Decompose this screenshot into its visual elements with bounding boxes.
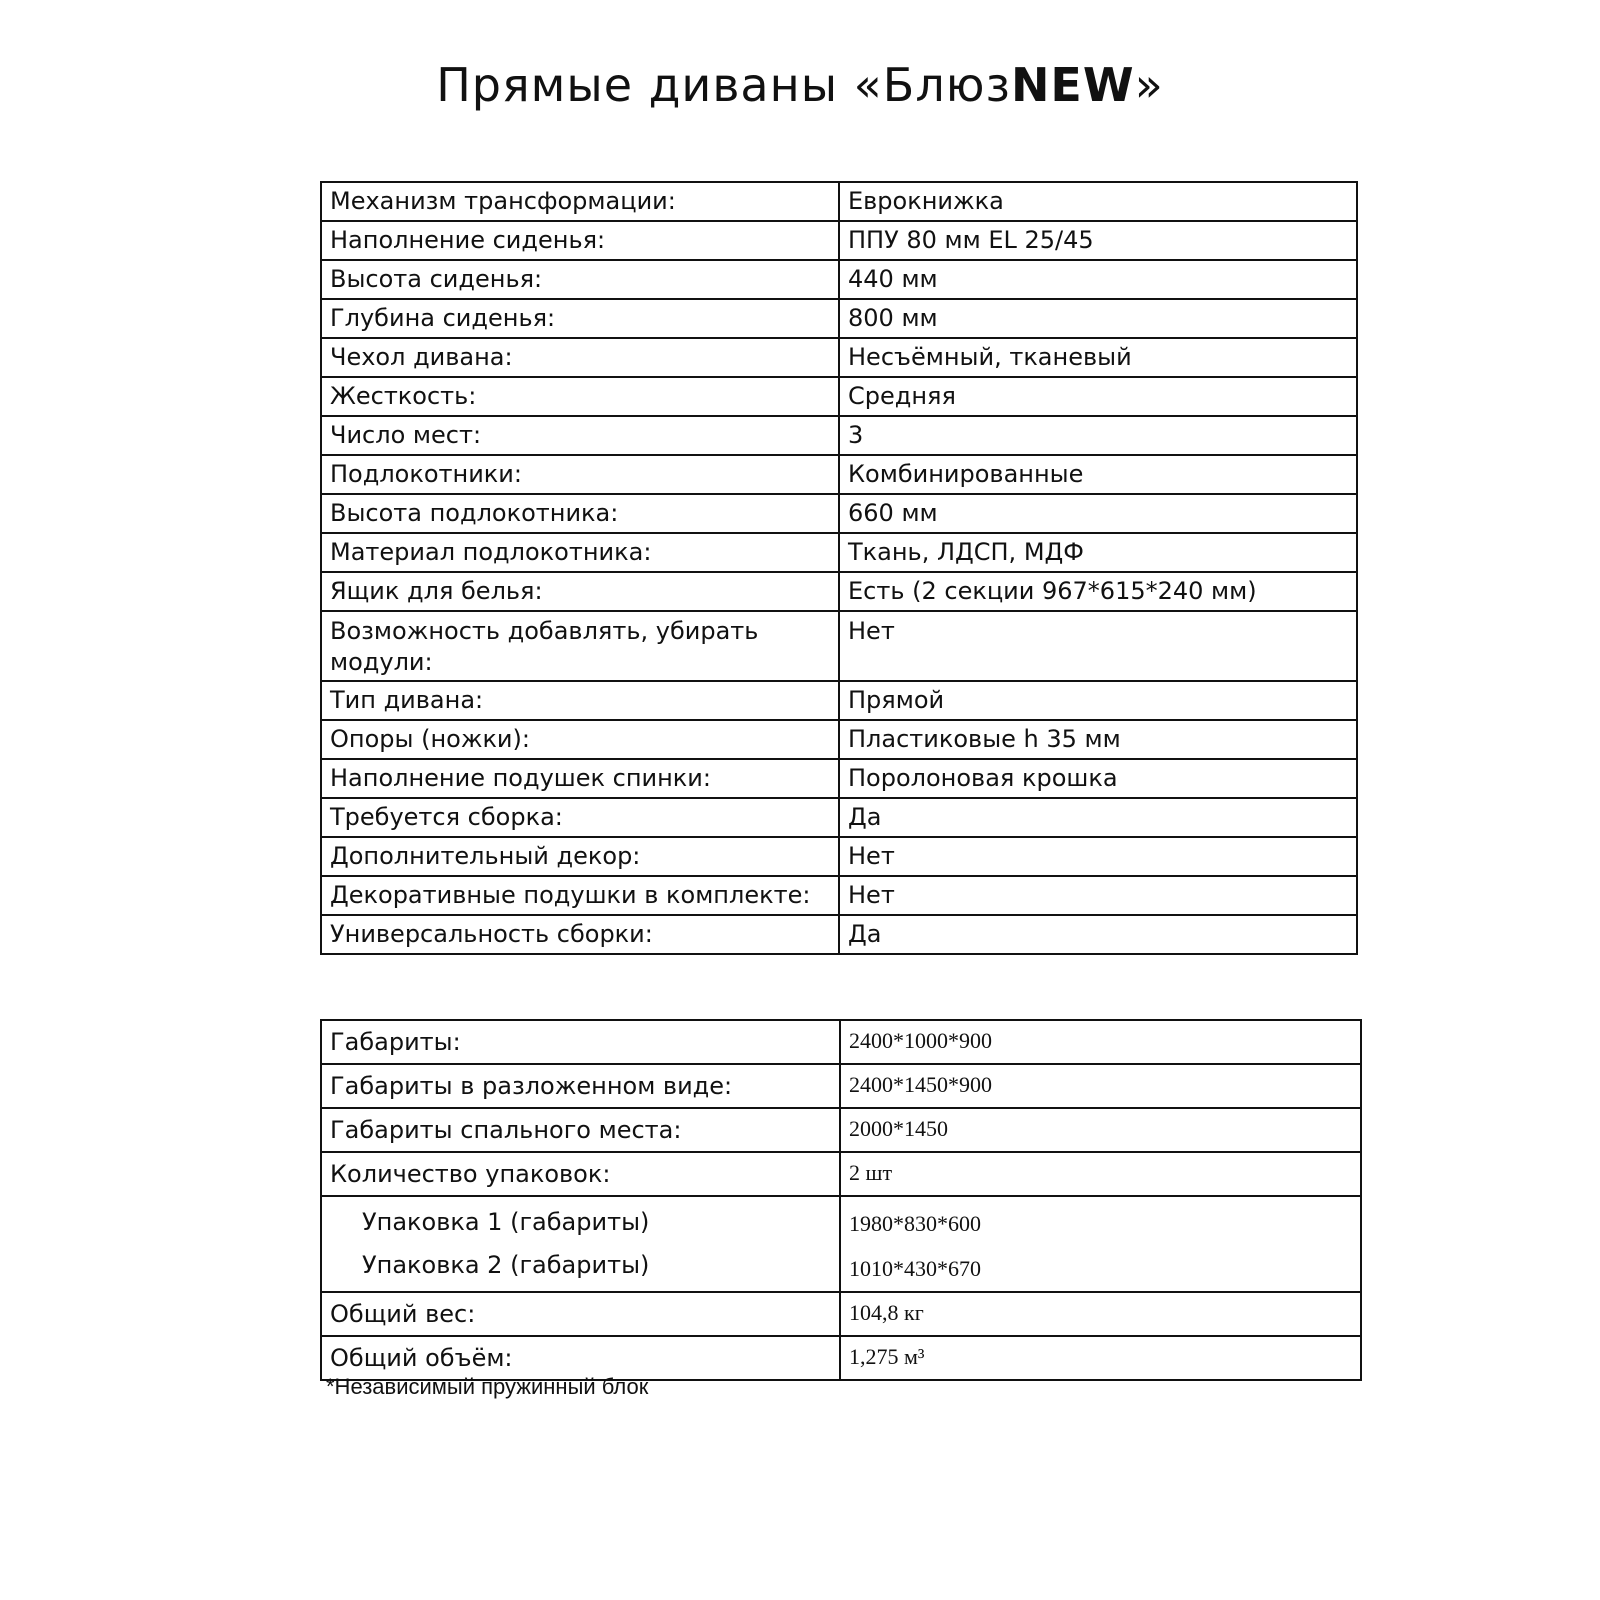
table-row [321, 260, 1357, 299]
table-row [321, 533, 1357, 572]
table-row [321, 1064, 1361, 1108]
dimension-label: Количество упаковок: [321, 1152, 840, 1196]
packages-label-cell [321, 1196, 840, 1292]
table-row [321, 1196, 1361, 1292]
spec-value: Есть (2 секции 967*615*240 мм) [839, 572, 1357, 611]
dimension-label: Общий вес: [321, 1292, 840, 1336]
spec-label: Наполнение подушек спинки: [321, 759, 839, 798]
table-row [321, 299, 1357, 338]
spec-value: 800 мм [839, 299, 1357, 338]
spec-value: Да [839, 798, 1357, 837]
dimension-label: Габариты: [321, 1020, 840, 1064]
table-row [321, 416, 1357, 455]
table-row [321, 455, 1357, 494]
dimension-value: 2400*1450*900 [840, 1064, 1361, 1108]
spec-value: 660 мм [839, 494, 1357, 533]
page-title-prefix: Прямые диваны «Блюз [436, 58, 1011, 112]
spec-value: Нет [839, 876, 1357, 915]
spec-value: Комбинированные [839, 455, 1357, 494]
spec-label: Тип дивана: [321, 681, 839, 720]
spec-label: Число мест: [321, 416, 839, 455]
table-row [321, 494, 1357, 533]
spec-label: Требуется сборка: [321, 798, 839, 837]
packages-value-cell [840, 1196, 1361, 1292]
page-title-bold: NEW [1010, 58, 1135, 112]
spec-label: Глубина сиденья: [321, 299, 839, 338]
dimension-value: 2 шт [840, 1152, 1361, 1196]
table-row [321, 1152, 1361, 1196]
dimension-value: 2400*1000*900 [840, 1020, 1361, 1064]
dimension-label: Габариты спального места: [321, 1108, 840, 1152]
spec-value: Ткань, ЛДСП, МДФ [839, 533, 1357, 572]
spec-label: Высота сиденья: [321, 260, 839, 299]
table-row [321, 1292, 1361, 1336]
spec-label: Наполнение сиденья: [321, 221, 839, 260]
dimension-value: 104,8 кг [840, 1292, 1361, 1336]
spec-value: Прямой [839, 681, 1357, 720]
spec-value: Нет [839, 837, 1357, 876]
dimension-label: Габариты в разложенном виде: [321, 1064, 840, 1108]
dimensions-table [320, 1019, 1362, 1381]
table-row [321, 759, 1357, 798]
table-row [321, 1108, 1361, 1152]
table-row [321, 338, 1357, 377]
table-row [321, 798, 1357, 837]
package-1-label: Упаковка 1 (габариты) [362, 1208, 650, 1236]
dimension-value: 2000*1450 [840, 1108, 1361, 1152]
spec-label: Высота подлокотника: [321, 494, 839, 533]
specifications-table [320, 181, 1358, 955]
package-2-label: Упаковка 2 (габариты) [362, 1251, 650, 1279]
spec-value: Поролоновая крошка [839, 759, 1357, 798]
spec-value: Да [839, 915, 1357, 954]
spec-label: Подлокотники: [321, 455, 839, 494]
table-row [321, 915, 1357, 954]
spec-label: Опоры (ножки): [321, 720, 839, 759]
page-title [0, 50, 1600, 120]
spec-label: Чехол дивана: [321, 338, 839, 377]
page-title-suffix: » [1134, 58, 1164, 112]
spec-label: Материал подлокотника: [321, 533, 839, 572]
table-row [321, 681, 1357, 720]
spec-value: Пластиковые h 35 мм [839, 720, 1357, 759]
dimension-value: 1,275 м³ [840, 1336, 1361, 1380]
spec-value: Несъёмный, тканевый [839, 338, 1357, 377]
table-row [321, 221, 1357, 260]
spec-label: Универсальность сборки: [321, 915, 839, 954]
package-1-value: 1980*830*600 [849, 1211, 981, 1236]
table-row [321, 611, 1357, 681]
table-row [321, 377, 1357, 416]
spec-value: Средняя [839, 377, 1357, 416]
table-row [321, 182, 1357, 221]
spec-value: Нет [839, 611, 1357, 681]
spec-value: 440 мм [839, 260, 1357, 299]
table-row [321, 572, 1357, 611]
spec-label: Механизм трансформации: [321, 182, 839, 221]
dimension-label: Общий объём: [321, 1336, 840, 1380]
spec-value: Еврокнижка [839, 182, 1357, 221]
spec-label: Ящик для белья: [321, 572, 839, 611]
table-row [321, 837, 1357, 876]
spec-label: Дополнительный декор: [321, 837, 839, 876]
table-row [321, 876, 1357, 915]
spec-label: Жесткость: [321, 377, 839, 416]
spec-label: Декоративные подушки в комплекте: [321, 876, 839, 915]
spec-label: Возможность добавлять, убирать модули: [321, 611, 839, 681]
spec-value: ППУ 80 мм EL 25/45 [839, 221, 1357, 260]
table-row [321, 1020, 1361, 1064]
spec-value: 3 [839, 416, 1357, 455]
package-2-value: 1010*430*670 [849, 1256, 981, 1281]
footnote: *Независимый пружинный блок [326, 1374, 649, 1399]
table-row [321, 720, 1357, 759]
